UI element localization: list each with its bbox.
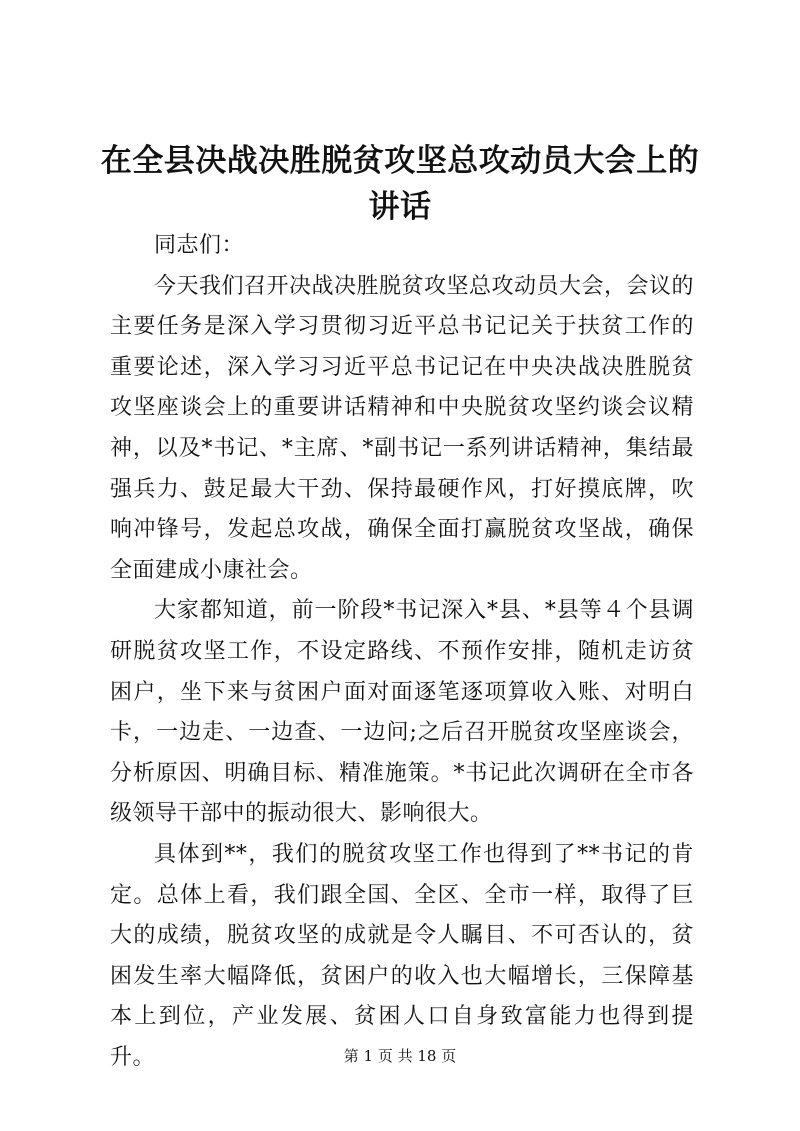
body-paragraph: 具体到**，我们的脱贫攻坚工作也得到了**书记的肯定。总体上看，我们跟全国、全区、全市一样，取得了巨大的成绩，脱贫攻坚的成就是令人瞩目、不可否认的，贫困发生率大幅降低，贫困户的收入也大幅增长，三保障基本上到位，产业发展、贫困人口自身致富能力也得到提升。 xyxy=(110,841,694,1070)
body-paragraph: 大家都知道，前一阶段*书记深入*县、*县等４个县调研脱贫攻坚工作，不设定路线、不预作安排，随机走访贫困户，坐下来与贫困户面对面逐笔逐项算收入账、对明白卡，一边走、一边查、一边问;之后召开脱贫攻坚座谈会，分析原因、明确目标、精准施策。*书记此次调研在全市各级领导干部中的振动很大、影响很大。 xyxy=(110,598,694,827)
page-number-footer: 第 1 页 共 18 页 xyxy=(343,1047,457,1065)
document-body xyxy=(110,226,694,1078)
document-title: 在全县决战决胜脱贫攻坚总攻动员大会上的讲话 xyxy=(100,143,700,225)
body-paragraph: 今天我们召开决战决胜脱贫攻坚总攻动员大会，会议的主要任务是深入学习贯彻习近平总书记记关于扶贫工作的重要论述，深入学习习近平总书记记在中央决战决胜脱贫攻坚座谈会上的重要讲话精神和中央脱贫攻坚约谈会议精神，以及*书记、*主席、*副书记一系列讲话精神，集结最强兵力、鼓足最大干劲、保持最硬作风，打好摸底牌，吹响冲锋号，发起总攻战，确保全面打赢脱贫攻坚战，确保全面建成小康社会。 xyxy=(110,273,695,583)
salutation-paragraph: 同志们： xyxy=(154,233,245,258)
